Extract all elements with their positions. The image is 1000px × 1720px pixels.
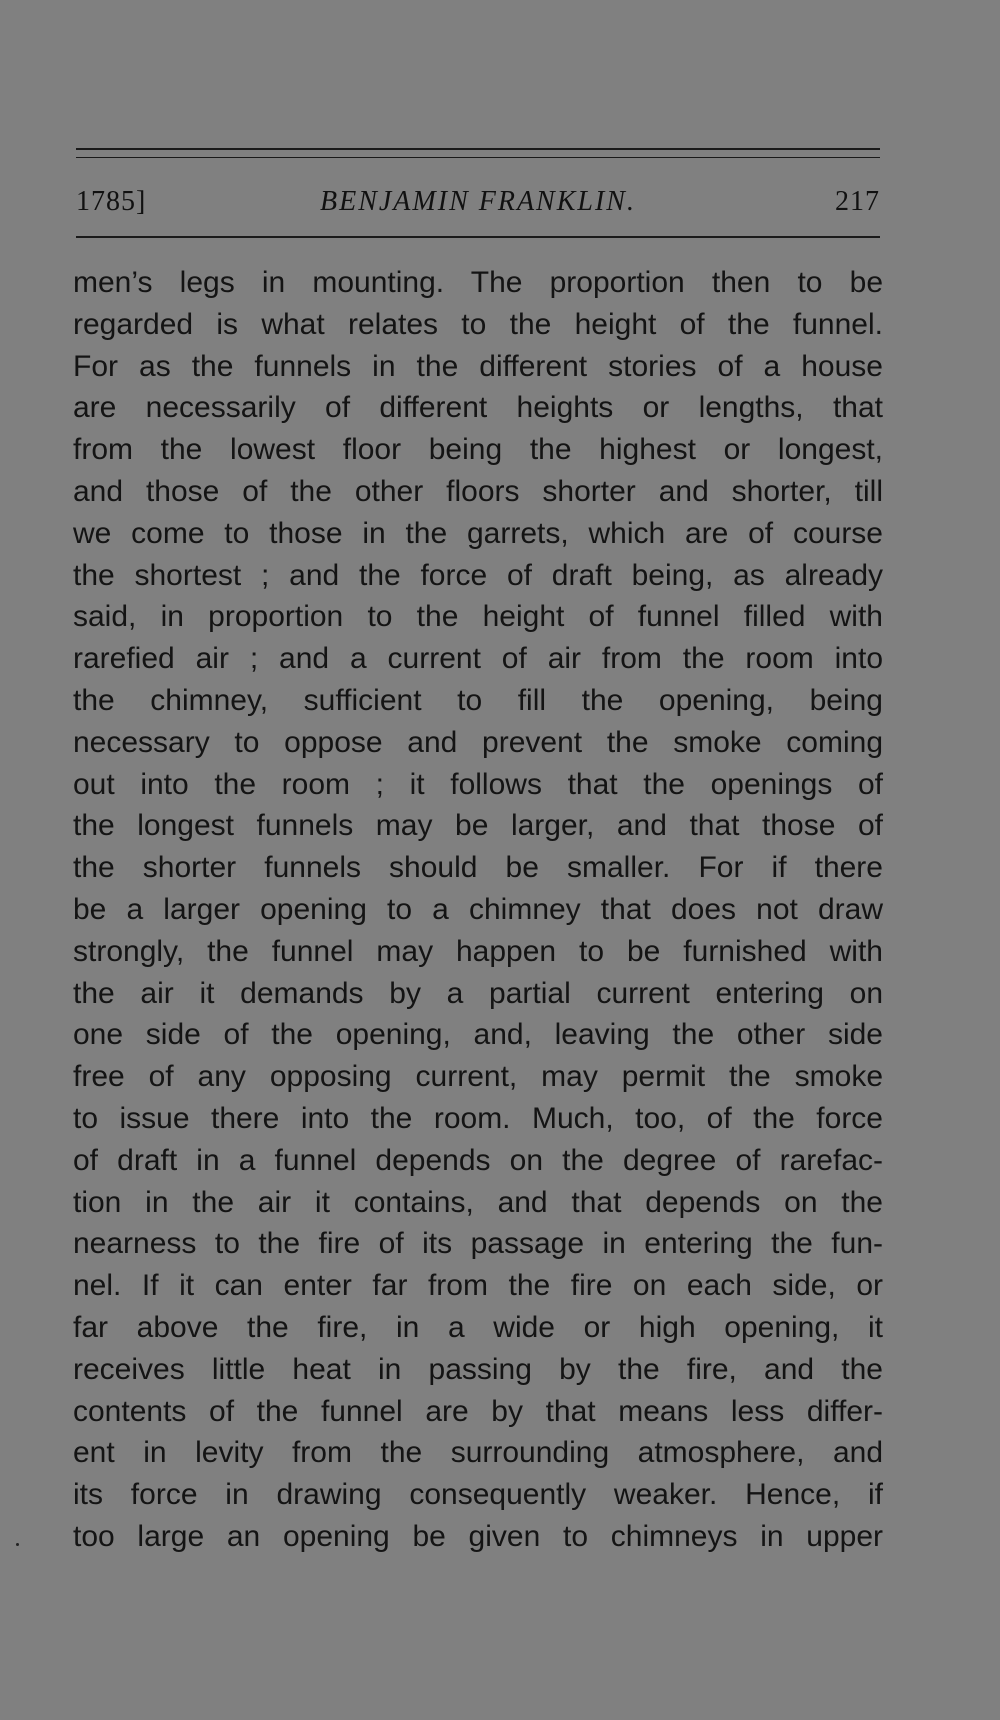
text-line: are necessarily of different heights or lengths, that <box>73 391 883 425</box>
text-line: the longest funnels may be larger, and that those of <box>73 809 883 843</box>
text-line: strongly, the funnel may happen to be furnished with <box>73 934 883 968</box>
text-line: the air it demands by a partial current entering on <box>73 976 883 1010</box>
text-line: nearness to the fire of its passage in entering the fun- <box>73 1227 883 1261</box>
header-top-rule-thin <box>76 157 880 158</box>
text-line: regarded is what relates to the height of the funnel. <box>73 307 883 341</box>
header-bottom-rule <box>76 236 880 238</box>
text-line: far above the fire, in a wide or high opening, it <box>73 1310 883 1344</box>
text-line: and those of the other floors shorter and shorter, till <box>73 474 883 508</box>
text-line: necessary to oppose and prevent the smoke coming <box>73 725 883 759</box>
text-line: men’s legs in mounting. The proportion then to be <box>73 266 883 299</box>
text-line: tion in the air it contains, and that depends on the <box>73 1185 883 1219</box>
text-line: one side of the opening, and, leaving the other side <box>73 1018 883 1052</box>
text-line: the shortest ; and the force of draft being, as already <box>73 558 883 592</box>
text-line: out into the room ; it follows that the openings of <box>73 767 883 801</box>
running-head <box>76 180 880 224</box>
text-line: the shorter funnels should be smaller. For if there <box>73 851 883 885</box>
body-text <box>73 262 883 1558</box>
text-line: to issue there into the room. Much, too, of the force <box>73 1101 883 1135</box>
text-line: too large an opening be given to chimneys in upper <box>73 1519 883 1553</box>
text-line: contents of the funnel are by that means less differ- <box>73 1394 883 1428</box>
running-head-title: BENJAMIN FRANKLIN. <box>320 186 636 217</box>
text-line: ent in levity from the surrounding atmosphere, and <box>73 1436 883 1470</box>
running-head-year: 1785] <box>76 186 147 217</box>
text-line: we come to those in the garrets, which are of course <box>73 516 883 550</box>
text-line: of draft in a funnel depends on the degree of rarefac- <box>73 1143 883 1177</box>
text-line: free of any opposing current, may permit the smoke <box>73 1060 883 1094</box>
text-line: said, in proportion to the height of funnel filled with <box>73 600 883 634</box>
page-number: 217 <box>835 186 880 217</box>
margin-speck <box>16 1543 19 1546</box>
text-line: receives little heat in passing by the fire, and the <box>73 1352 883 1386</box>
text-line: the chimney, sufficient to fill the opening, being <box>73 683 883 717</box>
text-line: For as the funnels in the different stories of a house <box>73 349 883 383</box>
text-line: rarefied air ; and a current of air from the room into <box>73 642 883 676</box>
text-line: be a larger opening to a chimney that does not draw <box>73 892 883 926</box>
text-line: nel. If it can enter far from the fire on each side, or <box>73 1269 883 1303</box>
text-line: from the lowest floor being the highest or longest, <box>73 433 883 467</box>
text-line: its force in drawing consequently weaker. Hence, if <box>73 1478 883 1512</box>
header-top-rule <box>76 148 880 150</box>
